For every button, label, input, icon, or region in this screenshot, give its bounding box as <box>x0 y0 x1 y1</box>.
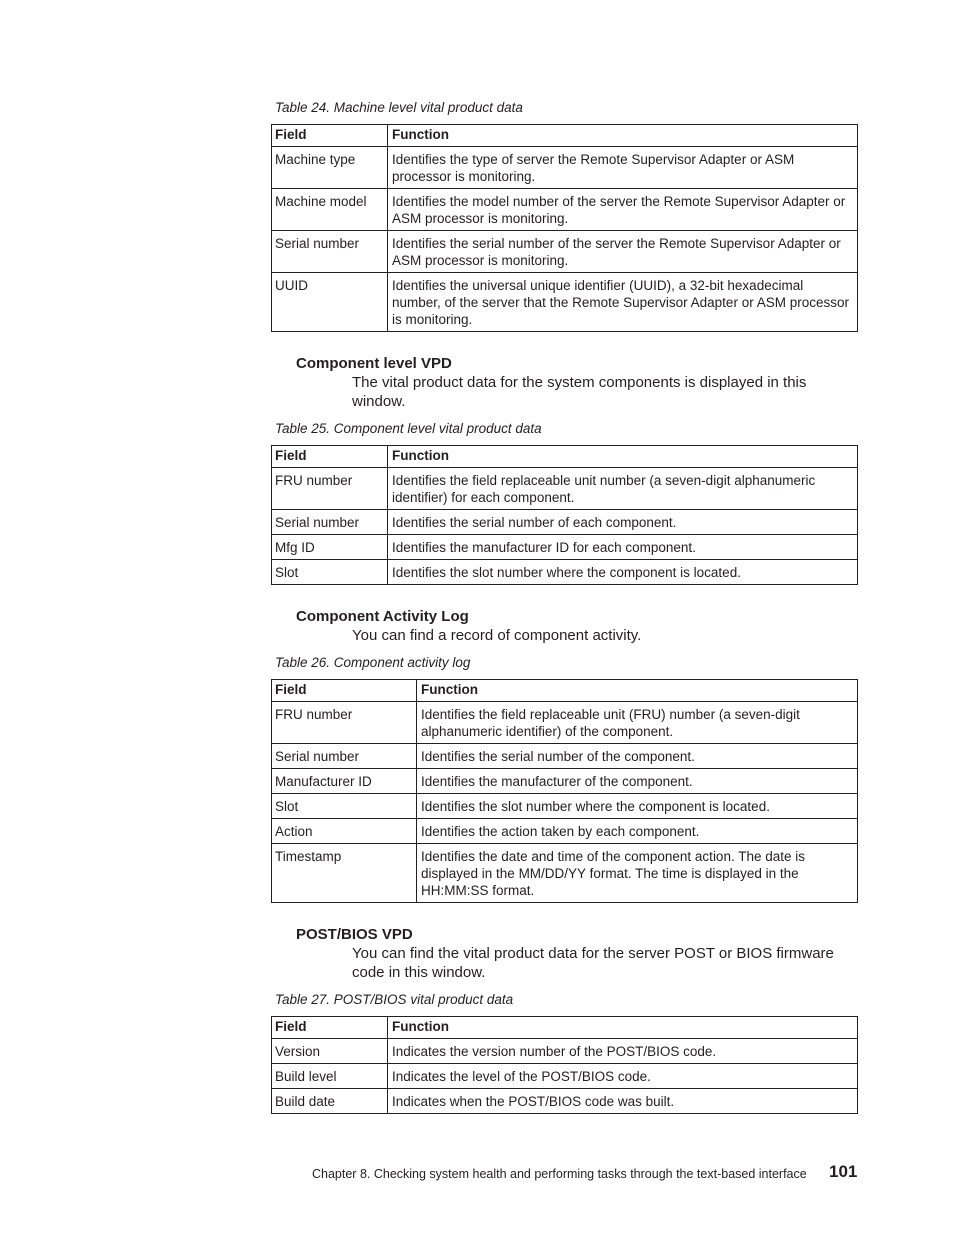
function-cell: Identifies the manufacturer of the component. <box>417 769 858 794</box>
table-row <box>272 1064 858 1089</box>
function-cell: Identifies the type of server the Remote Supervisor Adapter or ASM processor is monitoring. <box>388 147 858 189</box>
section-heading: Component level VPD <box>296 355 452 372</box>
section-text: You can find a record of component activity. <box>352 627 642 644</box>
field-cell: Slot <box>272 794 417 819</box>
table-row <box>272 744 858 769</box>
function-cell: Identifies the field replaceable unit (FRU) number (a seven-digit alphanumeric identifier) of the component. <box>417 702 858 744</box>
table-row <box>272 1089 858 1114</box>
function-cell: Identifies the field replaceable unit number (a seven-digit alphanumeric identifier) for each component. <box>388 468 858 510</box>
function-cell: Identifies the slot number where the component is located. <box>417 794 858 819</box>
field-cell: FRU number <box>272 468 388 510</box>
component-vpd-table <box>271 445 858 585</box>
function-cell: Identifies the date and time of the component action. The date is displayed in the MM/DD/YY format. The time is displayed in the HH:MM:SS format. <box>417 844 858 903</box>
section-text: You can find the vital product data for the server POST or BIOS firmware code in this window. <box>352 945 834 981</box>
function-cell: Identifies the slot number where the component is located. <box>388 560 858 585</box>
field-cell: Timestamp <box>272 844 417 903</box>
field-cell: Serial number <box>272 744 417 769</box>
post-bios-vpd-table <box>271 1016 858 1114</box>
function-cell: Indicates when the POST/BIOS code was built. <box>388 1089 858 1114</box>
table-row <box>272 231 858 273</box>
component-activity-table <box>271 679 858 903</box>
table-row <box>272 844 858 903</box>
function-cell: Identifies the model number of the server the Remote Supervisor Adapter or ASM processor is monitoring. <box>388 189 858 231</box>
field-cell: Machine type <box>272 147 388 189</box>
field-cell: Build date <box>272 1089 388 1114</box>
field-cell: Version <box>272 1039 388 1064</box>
column-header-field: Field <box>272 1017 388 1039</box>
function-cell: Identifies the universal unique identifier (UUID), a 32-bit hexadecimal number, of the server that the Remote Supervisor Adapter or ASM processor is monitoring. <box>388 273 858 332</box>
machine-vpd-table <box>271 124 858 332</box>
function-cell: Identifies the serial number of the component. <box>417 744 858 769</box>
chapter-footer: Chapter 8. Checking system health and performing tasks through the text-based interface <box>312 1167 807 1181</box>
column-header-function: Function <box>388 446 858 468</box>
function-cell: Identifies the serial number of the server the Remote Supervisor Adapter or ASM processor is monitoring. <box>388 231 858 273</box>
column-header-field: Field <box>272 680 417 702</box>
field-cell: Build level <box>272 1064 388 1089</box>
table-row <box>272 769 858 794</box>
table-row <box>272 560 858 585</box>
table-row <box>272 147 858 189</box>
field-cell: Slot <box>272 560 388 585</box>
table-caption: Table 25. Component level vital product data <box>275 421 542 436</box>
table-row <box>272 468 858 510</box>
function-cell: Identifies the serial number of each component. <box>388 510 858 535</box>
table-header-row <box>272 1017 858 1039</box>
field-cell: Manufacturer ID <box>272 769 417 794</box>
column-header-function: Function <box>417 680 858 702</box>
table-caption: Table 26. Component activity log <box>275 655 471 670</box>
table-row <box>272 794 858 819</box>
field-cell: UUID <box>272 273 388 332</box>
field-cell: Action <box>272 819 417 844</box>
column-header-field: Field <box>272 125 388 147</box>
column-header-function: Function <box>388 125 858 147</box>
table-header-row <box>272 446 858 468</box>
field-cell: Mfg ID <box>272 535 388 560</box>
section-heading: POST/BIOS VPD <box>296 926 413 943</box>
function-cell: Indicates the level of the POST/BIOS code. <box>388 1064 858 1089</box>
field-cell: Serial number <box>272 510 388 535</box>
table-row <box>272 273 858 332</box>
function-cell: Identifies the action taken by each component. <box>417 819 858 844</box>
column-header-field: Field <box>272 446 388 468</box>
function-cell: Indicates the version number of the POST/BIOS code. <box>388 1039 858 1064</box>
field-cell: Serial number <box>272 231 388 273</box>
table-row <box>272 535 858 560</box>
table-row <box>272 510 858 535</box>
table-row <box>272 1039 858 1064</box>
field-cell: Machine model <box>272 189 388 231</box>
table-row <box>272 819 858 844</box>
table-header-row <box>272 125 858 147</box>
section-text: The vital product data for the system components is displayed in this window. <box>352 374 807 410</box>
table-row <box>272 189 858 231</box>
table-header-row <box>272 680 858 702</box>
page-number: 101 <box>829 1162 858 1181</box>
section-heading: Component Activity Log <box>296 608 469 625</box>
column-header-function: Function <box>388 1017 858 1039</box>
table-row <box>272 702 858 744</box>
table-caption: Table 24. Machine level vital product data <box>275 100 523 115</box>
table-caption: Table 27. POST/BIOS vital product data <box>275 992 514 1007</box>
field-cell: FRU number <box>272 702 417 744</box>
function-cell: Identifies the manufacturer ID for each component. <box>388 535 858 560</box>
